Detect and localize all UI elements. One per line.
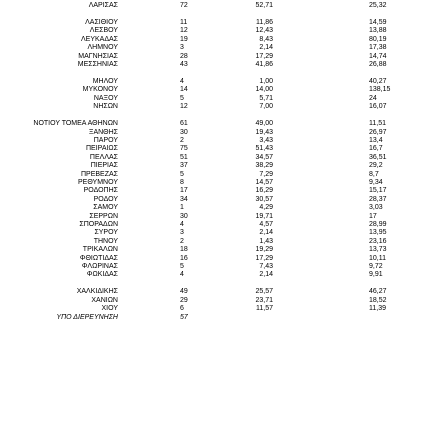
case-count: 16 — [180, 254, 188, 262]
case-count: 2 — [180, 237, 184, 245]
table-row — [0, 86, 433, 94]
region-name: ΛΑΣΙΘΙΟΥ — [85, 19, 118, 26]
table-row — [0, 78, 433, 86]
value-column-1: 16,29 — [255, 187, 273, 195]
case-count: 30 — [180, 212, 188, 220]
case-count: 3 — [180, 229, 184, 237]
table-row — [0, 137, 433, 145]
value-column-2: 80,19 — [369, 35, 387, 43]
value-column-2: 25,32 — [369, 2, 387, 9]
value-column-1: 11,86 — [256, 19, 273, 26]
table-row — [0, 129, 433, 137]
table-row — [0, 246, 433, 254]
region-name: ΝΟΤΙΟΥ ΤΟΜΕΑ ΑΘΗΝΩΝ — [33, 120, 118, 128]
region-name: ΣΠΟΡΑΔΩΝ — [79, 221, 118, 228]
region-name: ΧΙΟΥ — [101, 305, 118, 313]
region-name: ΡΟΔΟΠΗΣ — [83, 187, 118, 195]
case-count: 5 — [180, 263, 184, 270]
value-column-1: 17,29 — [255, 254, 273, 262]
value-column-1: 11,57 — [256, 305, 273, 313]
case-count: 3 — [180, 44, 184, 52]
region-name: ΛΕΥΚΑΔΑΣ — [80, 35, 118, 43]
value-column-2: 138,15 — [369, 86, 391, 94]
value-column-1: 23,71 — [255, 296, 273, 304]
region-name: ΜΑΓΝΗΣΙΑΣ — [78, 52, 118, 60]
region-name: ΦΩΚΙΔΑΣ — [86, 271, 118, 279]
case-count: 49 — [180, 288, 188, 296]
region-name: ΣΥΡΟΥ — [94, 229, 118, 237]
case-count: 72 — [180, 2, 188, 9]
value-column-2: 36,51 — [369, 153, 387, 161]
value-column-2: 13,88 — [369, 27, 387, 35]
case-count: 8 — [180, 179, 184, 186]
table-row — [0, 271, 433, 279]
value-column-2: 28,99 — [369, 221, 387, 228]
region-name: ΠΕΙΡΑΙΩΣ — [86, 145, 118, 153]
value-column-2: 11,39 — [369, 305, 386, 313]
value-column-2: 46,27 — [369, 288, 387, 296]
table-row — [0, 305, 433, 313]
value-column-1: 17,29 — [255, 52, 273, 60]
case-count: 61 — [180, 120, 188, 128]
case-count: 57 — [180, 313, 188, 321]
value-column-1: 1,00 — [259, 78, 273, 85]
case-count: 12 — [180, 103, 188, 111]
region-name: ΝΗΣΩΝ — [93, 103, 118, 111]
region-name: ΥΠΟ ΔΙΕΡΕΥΝΗΣΗ — [56, 313, 118, 321]
value-column-2: 29,2 — [369, 162, 383, 170]
value-column-1: 25,57 — [255, 288, 273, 296]
table-row — [0, 53, 433, 61]
case-count: 28 — [180, 52, 188, 60]
case-count: 11 — [180, 19, 188, 26]
value-column-2: 23,16 — [369, 237, 387, 245]
region-name: ΞΑΝΘΗΣ — [88, 128, 118, 136]
region-name: ΡΟΔΟΥ — [93, 195, 118, 203]
value-column-1: 1,43 — [259, 237, 273, 245]
value-column-1: 8,43 — [259, 35, 273, 43]
case-count: 5 — [180, 170, 184, 178]
value-column-1: 12,43 — [255, 27, 273, 35]
value-column-2: 24 — [369, 94, 377, 102]
value-column-1: 41,86 — [255, 61, 273, 68]
region-name: ΦΛΩΡΙΝΑΣ — [81, 263, 118, 270]
case-count: 37 — [180, 162, 188, 170]
value-column-2: 9,34 — [369, 179, 383, 186]
case-count: 4 — [180, 271, 184, 279]
case-count: 75 — [180, 145, 188, 153]
value-column-1: 38,29 — [255, 162, 273, 170]
table-row — [0, 229, 433, 237]
table-row — [0, 314, 433, 322]
value-column-1: 19,71 — [255, 212, 273, 220]
value-column-2: 17 — [369, 212, 377, 220]
case-count: 1 — [180, 204, 184, 212]
value-column-2: 13,4 — [369, 137, 383, 144]
value-column-2: 26,88 — [369, 61, 387, 68]
table-row — [0, 187, 433, 195]
value-column-1: 49,00 — [255, 120, 273, 128]
value-column-2: 9,91 — [369, 271, 383, 279]
region-name: ΤΡΙΚΑΛΩΝ — [82, 246, 118, 254]
case-count: 30 — [180, 128, 188, 136]
table-row — [0, 120, 433, 128]
value-column-1: 5,71 — [259, 94, 273, 102]
table-row — [0, 221, 433, 229]
value-column-2: 14,74 — [369, 52, 387, 60]
value-column-1: 7,00 — [259, 103, 273, 111]
value-column-2: 9,72 — [369, 263, 383, 270]
case-count: 19 — [180, 35, 188, 43]
case-count: 43 — [180, 61, 188, 68]
value-column-2: 11,51 — [369, 120, 386, 128]
region-name: ΠΡΕΒΕΖΑΣ — [80, 170, 118, 178]
case-count: 51 — [180, 153, 188, 161]
value-column-1: 14,57 — [255, 179, 273, 186]
region-name: ΠΑΡΟΥ — [93, 137, 118, 144]
table-row — [0, 196, 433, 204]
region-name: ΧΑΛΚΙΔΙΚΗΣ — [76, 288, 118, 296]
table-row — [0, 263, 433, 271]
value-column-1: 19,43 — [255, 128, 273, 136]
table-row — [0, 44, 433, 52]
table-row — [0, 288, 433, 296]
table-row — [0, 171, 433, 179]
region-name: ΣΑΜΟΥ — [93, 204, 118, 212]
case-count: 6 — [180, 305, 184, 313]
value-column-2: 16,07 — [369, 103, 387, 111]
case-count: 2 — [180, 137, 184, 144]
case-count: 34 — [180, 195, 188, 203]
case-count: 5 — [180, 94, 184, 102]
value-column-1: 30,57 — [255, 195, 273, 203]
table-row — [0, 2, 433, 10]
region-name: ΛΕΣΒΟΥ — [89, 27, 118, 35]
table-row — [0, 95, 433, 103]
table-row — [0, 36, 433, 44]
table-row — [0, 238, 433, 246]
case-count: 14 — [180, 86, 188, 94]
value-column-2: 8,7 — [369, 170, 379, 178]
table-row — [0, 213, 433, 221]
value-column-2: 17,38 — [369, 44, 387, 52]
value-column-1: 3,43 — [259, 137, 273, 144]
value-column-1: 51,43 — [255, 145, 273, 153]
region-name: ΜΥΚΟΝΟΥ — [82, 86, 118, 94]
value-column-2: 26,97 — [369, 128, 387, 136]
region-name: ΠΙΕΡΙΑΣ — [90, 162, 118, 170]
value-column-1: 4,29 — [259, 204, 273, 212]
region-name: ΛΗΜΝΟΥ — [87, 44, 118, 52]
value-column-1: 52,71 — [255, 2, 273, 9]
value-column-2: 18,52 — [369, 296, 387, 304]
case-count: 18 — [180, 246, 188, 254]
table-row — [0, 255, 433, 263]
region-name: ΣΕΡΡΩΝ — [89, 212, 118, 220]
region-name: ΧΑΝΙΩΝ — [91, 296, 118, 304]
value-column-2: 3,03 — [369, 204, 383, 212]
value-column-2: 40,27 — [369, 78, 387, 85]
value-column-1: 4,57 — [259, 221, 273, 228]
region-name: ΝΑΞΟΥ — [93, 94, 118, 102]
table-row — [0, 145, 433, 153]
value-column-1: 2,14 — [259, 44, 273, 52]
table-row — [0, 204, 433, 212]
case-count: 4 — [180, 221, 184, 228]
value-column-1: 2,14 — [259, 271, 273, 279]
table-row — [0, 179, 433, 187]
value-column-2: 13,95 — [369, 229, 387, 237]
value-column-1: 2,14 — [259, 229, 273, 237]
value-column-2: 14,59 — [369, 19, 387, 26]
value-column-2: 13,73 — [369, 246, 387, 254]
region-name: ΜΕΣΣΗΝΙΑΣ — [77, 61, 118, 68]
value-column-1: 19,29 — [255, 246, 273, 254]
table-row — [0, 61, 433, 69]
case-count: 12 — [180, 27, 188, 35]
region-name: ΛΑΡΙΣΑΣ — [88, 2, 118, 9]
value-column-1: 7,29 — [259, 170, 273, 178]
region-name: ΠΕΛΛΑΣ — [89, 153, 118, 161]
value-column-2: 16,7 — [369, 145, 383, 153]
case-count: 29 — [180, 296, 188, 304]
value-column-2: 10,11 — [369, 254, 386, 262]
value-column-1: 7,43 — [259, 263, 273, 270]
table-row — [0, 103, 433, 111]
value-column-1: 14,00 — [255, 86, 273, 94]
table-row — [0, 154, 433, 162]
region-name: ΦΘΙΩΤΙΔΑΣ — [79, 254, 118, 262]
value-column-2: 28,37 — [369, 195, 387, 203]
table-row — [0, 297, 433, 305]
value-column-2: 15,17 — [369, 187, 387, 195]
region-name: ΡΕΘΥΜΝΟΥ — [77, 179, 118, 186]
region-name: ΜΗΛΟΥ — [92, 78, 118, 85]
case-count: 17 — [180, 187, 188, 195]
table-row — [0, 27, 433, 35]
region-name: ΤΗΝΟΥ — [93, 237, 118, 245]
table-row — [0, 19, 433, 27]
case-count: 4 — [180, 78, 184, 85]
table-row — [0, 162, 433, 170]
value-column-1: 34,57 — [255, 153, 273, 161]
